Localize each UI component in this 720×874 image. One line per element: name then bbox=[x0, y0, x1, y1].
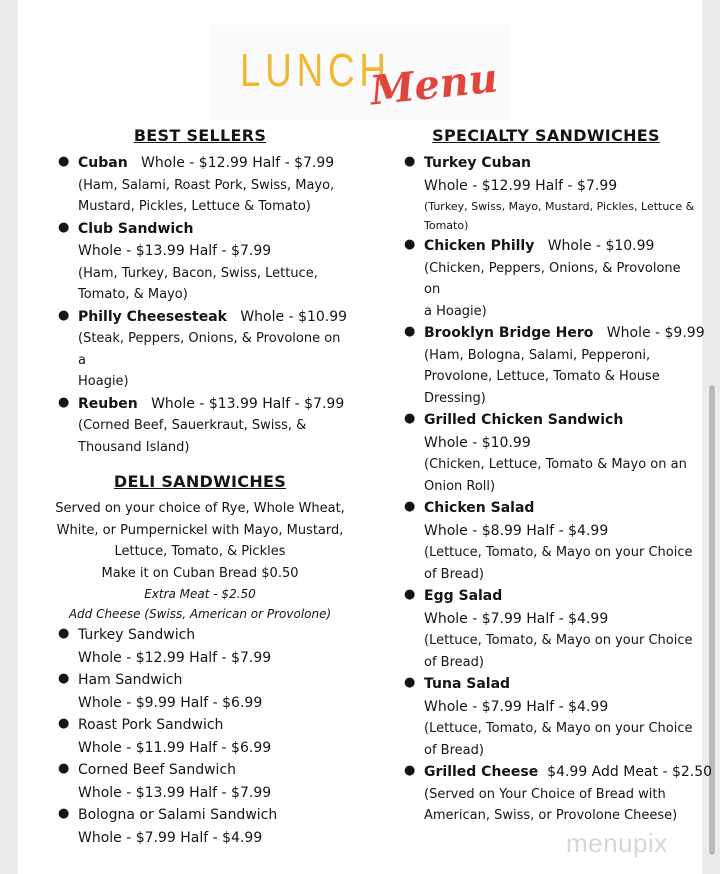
item-desc: of Bread) bbox=[424, 742, 484, 758]
bullet-icon: ● bbox=[58, 806, 70, 821]
bullet-icon: ● bbox=[58, 716, 70, 731]
menu-item-roast-pork-sandwich bbox=[50, 714, 350, 759]
item-price: Whole - $7.99 Half - $4.99 bbox=[424, 698, 609, 715]
item-price: Whole - $13.99 Half - $7.99 bbox=[151, 395, 345, 412]
menu-item-egg-salad bbox=[396, 585, 696, 673]
menu-item-club-sandwich bbox=[50, 218, 350, 306]
add-cheese-note: Add Cheese (Swiss, American or Provolone) bbox=[68, 607, 332, 621]
item-desc: (Lettuce, Tomato, & Mayo on your Choice bbox=[424, 633, 693, 648]
item-price: Whole - $9.99 Half - $6.99 bbox=[78, 694, 263, 711]
menu-item-chicken-philly bbox=[396, 235, 696, 322]
item-desc: of Bread) bbox=[424, 566, 484, 582]
bullet-icon: ● bbox=[404, 499, 416, 514]
item-desc: a Hoagie) bbox=[424, 303, 487, 319]
item-desc: (Ham, Turkey, Bacon, Swiss, Lettuce, bbox=[78, 265, 318, 281]
bullet-icon: ● bbox=[404, 675, 416, 690]
item-name: Reuben bbox=[78, 395, 138, 412]
logo-lunch-text: LUNCH bbox=[240, 44, 391, 96]
right-column bbox=[396, 126, 713, 827]
menu-item-cuban bbox=[50, 152, 350, 218]
item-price: Whole - $12.99 Half - $7.99 bbox=[78, 649, 272, 666]
deli-intro-line: Lettuce, Tomato, & Pickles bbox=[114, 544, 286, 559]
deli-intro-line: Served on your choice of Rye, Whole Wheat, bbox=[55, 501, 345, 516]
best-sellers-heading: BEST SELLERS bbox=[133, 126, 267, 145]
item-name: Turkey Cuban bbox=[424, 155, 531, 171]
menu-item-ham-sandwich bbox=[50, 669, 350, 714]
menu-item-grilled-cheese bbox=[396, 761, 713, 827]
item-price: Whole - $11.99 Half - $6.99 bbox=[78, 739, 272, 756]
item-desc: (Ham, Salami, Roast Pork, Swiss, Mayo, bbox=[78, 177, 335, 193]
menu-item-brooklyn-bridge-hero bbox=[396, 322, 705, 409]
item-desc: Mustard, Pickles, Lettuce & Tomato) bbox=[78, 199, 311, 214]
item-name: Grilled Cheese bbox=[424, 764, 539, 780]
menu-item-turkey-cuban bbox=[396, 152, 696, 235]
item-desc: (Lettuce, Tomato, & Mayo on your Choice bbox=[424, 721, 693, 736]
item-name: Grilled Chicken Sandwich bbox=[424, 412, 624, 428]
item-name: Chicken Philly bbox=[424, 238, 535, 254]
logo-menu-text: Menu bbox=[367, 54, 500, 115]
menu-item-philly-cheesesteak bbox=[50, 306, 350, 393]
item-desc: American, Swiss, or Provolone Cheese) bbox=[424, 808, 678, 823]
deli-intro-line: White, or Pumpernickel with Mayo, Mustard, bbox=[56, 522, 344, 538]
menu-item-grilled-chicken-sandwich bbox=[396, 409, 696, 497]
deli-sandwiches-heading: DELI SANDWICHES bbox=[113, 472, 287, 491]
menu-item-bologna-salami-sandwich bbox=[50, 804, 350, 849]
bullet-icon: ● bbox=[404, 763, 416, 778]
bullet-icon: ● bbox=[58, 671, 70, 686]
item-desc: (Ham, Bologna, Salami, Pepperoni, bbox=[424, 347, 651, 363]
menu-item-chicken-salad bbox=[396, 497, 696, 585]
item-desc: (Chicken, Peppers, Onions, & Provolone on bbox=[424, 260, 681, 297]
deli-intro-line: Make it on Cuban Bread $0.50 bbox=[101, 565, 299, 581]
item-name: Cuban bbox=[78, 155, 128, 171]
item-desc: (Chicken, Lettuce, Tomato & Mayo on an bbox=[424, 457, 687, 472]
bullet-icon: ● bbox=[404, 237, 416, 252]
item-name: Roast Pork Sandwich bbox=[78, 717, 224, 733]
menu-item-reuben bbox=[50, 393, 350, 459]
item-desc: Tomato) bbox=[424, 219, 469, 232]
item-price: Whole - $7.99 Half - $4.99 bbox=[78, 829, 263, 846]
menu-item-tuna-salad bbox=[396, 673, 696, 761]
item-name: Brooklyn Bridge Hero bbox=[424, 325, 594, 341]
item-price: Whole - $7.99 Half - $4.99 bbox=[424, 610, 609, 627]
item-desc: Tomato, & Mayo) bbox=[78, 287, 188, 302]
bullet-icon: ● bbox=[58, 219, 70, 235]
item-price: Whole - $13.99 Half - $7.99 bbox=[78, 243, 272, 259]
bullet-icon: ● bbox=[58, 394, 70, 410]
bullet-icon: ● bbox=[58, 761, 70, 776]
item-price: Whole - $10.99 bbox=[240, 308, 348, 325]
item-price: Whole - $13.99 Half - $7.99 bbox=[78, 784, 272, 801]
item-desc: (Corned Beef, Sauerkraut, Swiss, & bbox=[78, 418, 307, 433]
bullet-icon: ● bbox=[58, 154, 70, 169]
item-desc: (Steak, Peppers, Onions, & Provolone on a bbox=[78, 331, 341, 368]
item-name: Tuna Salad bbox=[424, 676, 511, 692]
deli-intro bbox=[40, 498, 360, 624]
item-price: Whole - $12.99 Half - $7.99 bbox=[141, 155, 335, 171]
item-desc: (Served on Your Choice of Bread with bbox=[424, 786, 666, 802]
item-desc: Hoagie) bbox=[78, 374, 129, 389]
item-name: Philly Cheesesteak bbox=[78, 308, 227, 325]
bullet-icon: ● bbox=[58, 307, 70, 323]
item-price: Whole - $10.99 bbox=[547, 238, 655, 254]
item-name: Bologna or Salami Sandwich bbox=[78, 807, 278, 823]
menu-item-turkey-sandwich bbox=[50, 624, 350, 669]
item-name: Chicken Salad bbox=[424, 500, 535, 516]
item-name: Club Sandwich bbox=[78, 220, 194, 237]
item-price: Whole - $12.99 Half - $7.99 bbox=[424, 177, 618, 194]
specialty-sandwiches-heading: SPECIALTY SANDWICHES bbox=[432, 126, 660, 145]
menupix-watermark: menupix bbox=[566, 828, 668, 858]
menu-item-corned-beef-sandwich bbox=[50, 759, 350, 804]
bullet-icon: ● bbox=[404, 154, 416, 169]
item-desc: of Bread) bbox=[424, 654, 484, 670]
left-column bbox=[50, 126, 350, 849]
item-desc: (Turkey, Swiss, Mayo, Mustard, Pickles, Lettuce & bbox=[424, 200, 695, 213]
item-desc: Dressing) bbox=[424, 390, 486, 406]
item-price: Whole - $9.99 bbox=[606, 325, 705, 341]
bullet-icon: ● bbox=[404, 587, 416, 602]
item-name: Corned Beef Sandwich bbox=[78, 762, 237, 778]
item-price: Whole - $10.99 bbox=[424, 434, 531, 451]
item-price: $4.99 Add Meat - $2.50 bbox=[547, 764, 713, 780]
lunch-menu-logo bbox=[210, 25, 510, 120]
bullet-icon: ● bbox=[404, 324, 416, 339]
item-desc: Thousand Island) bbox=[78, 439, 190, 455]
item-desc: Onion Roll) bbox=[424, 478, 496, 494]
bullet-icon: ● bbox=[58, 626, 70, 641]
item-name: Egg Salad bbox=[424, 588, 503, 604]
item-price: Whole - $8.99 Half - $4.99 bbox=[424, 522, 609, 539]
item-desc: (Lettuce, Tomato, & Mayo on your Choice bbox=[424, 545, 693, 560]
extra-meat-note: Extra Meat - $2.50 bbox=[144, 587, 256, 601]
bullet-icon: ● bbox=[404, 411, 416, 426]
item-desc: Provolone, Lettuce, Tomato & House bbox=[424, 369, 660, 384]
item-name: Ham Sandwich bbox=[78, 672, 183, 688]
scrollbar[interactable] bbox=[709, 385, 715, 855]
item-name: Turkey Sandwich bbox=[78, 627, 196, 643]
